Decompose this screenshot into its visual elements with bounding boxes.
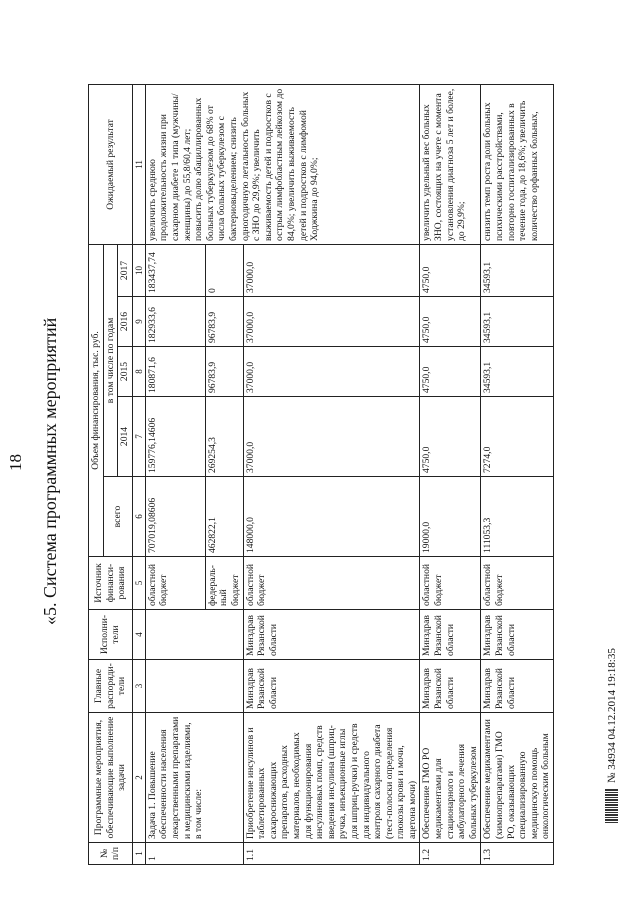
row-2017: 4750,0 [420, 244, 481, 296]
task-num: 1 [145, 843, 243, 865]
row-total: 111053,3 [481, 477, 554, 557]
footer-stamp [605, 648, 618, 823]
col-number: 1 [132, 843, 145, 865]
row-source: областной бюджет [243, 557, 420, 610]
row-2017: 34593,1 [481, 244, 554, 296]
row-name: Обеспечение ГМО РО медикаментами для стационарного и амбулаторного лечения больных туберкулезом [420, 713, 481, 843]
row-total: 148000,0 [243, 477, 420, 557]
task-2014: 159776,14606 [145, 397, 205, 477]
table-row-task-regional [145, 84, 205, 864]
task-source: областной бюджет [145, 557, 205, 610]
table-row-1-3 [481, 84, 554, 864]
header-total: всего [103, 477, 132, 557]
row-name: Приобретение инсулинов и таблетированных сахароснижающих препаратов, расходных материалов, необходимых для функционирования инсулиновых помп, средств введения инсулина (шприц-ручка, инъекционные иглы для шприц-ручки) и средств для индивидуального контроля сахарного диабета (тест-полоски определения глюкозы крови и мочи, ацетона мочи) [243, 713, 420, 843]
header-year-2017: 2017 [118, 244, 133, 296]
row-executor: Минздрав Рязанской области [420, 610, 481, 660]
document-registration-number: № 34934 04.12.2014 19:18:35 [605, 648, 618, 783]
task-2015: 180871,6 [145, 347, 205, 397]
row-executor: Минздрав Рязанской области [243, 610, 420, 660]
row-2015: 37000,0 [243, 347, 420, 397]
table-row-1-2 [420, 84, 481, 864]
task-total: 462822,1 [205, 477, 243, 557]
row-2016: 34593,1 [481, 297, 554, 347]
header-num: № п/п [89, 843, 133, 865]
header-result: Ожидаемый результат [89, 84, 133, 244]
col-number: 4 [132, 610, 145, 660]
header-source: Источник финанси-рования [89, 557, 133, 610]
header-row-1 [89, 84, 104, 864]
row-2015: 4750,0 [420, 347, 481, 397]
row-result: увеличить удельный вес больных ЗНО, состоящих на учете с момента установления диагноза 5 лет и более, до 29,9%; [420, 84, 481, 244]
task-source: федераль-ный бюджет [205, 557, 243, 610]
row-manager: Минздрав Рязанской области [481, 660, 554, 713]
col-number: 11 [132, 84, 145, 244]
header-funding: Объем финансирования, тыс. руб. [89, 244, 104, 556]
page-number: 18 [6, 454, 25, 471]
col-number: 7 [132, 397, 145, 477]
col-number: 2 [132, 713, 145, 843]
header-year-2016: 2016 [118, 297, 133, 347]
col-number: 8 [132, 347, 145, 397]
row-manager: Минздрав Рязанской области [420, 660, 481, 713]
task-result: увеличить среднюю продолжительность жизни при сахарном диабете 1 типа (мужчины/женщины) до 55,8/60,4 лет; повысить долю абациллированных больных туберкулезом до 68% от числа больных туберкулезом с бактериовыделением; снизить одногодичную летальность больных с ЗНО до 29,9%; увеличить выживаемость детей и подростков с острым лимфобластным лейкозом до 84,0%; увеличить выживаемость детей и подростков с лимфомой Ходжкина до 94,0%; [145, 84, 420, 244]
col-number: 10 [132, 244, 145, 296]
row-manager: Минздрав Рязанской области [243, 660, 420, 713]
column-number-row [132, 84, 145, 864]
header-by-years: в том числе по годам [103, 244, 118, 476]
header-year-2015: 2015 [118, 347, 133, 397]
task-executor [145, 610, 243, 660]
row-2016: 4750,0 [420, 297, 481, 347]
row-2014: 4750,0 [420, 397, 481, 477]
row-source: областной бюджет [420, 557, 481, 610]
barcode-icon [605, 789, 618, 823]
section-title: «5. Система программных мероприятий [40, 317, 60, 625]
row-name: Обеспечение медикаментами (химиопрепаратами) ГМО РО, оказывающих специализированную медицинскую помощь онкологическим больным [481, 713, 554, 843]
col-number: 6 [132, 477, 145, 557]
row-num: 1.2 [420, 843, 481, 865]
row-2014: 37000,0 [243, 397, 420, 477]
col-number: 3 [132, 660, 145, 713]
row-2015: 34593,1 [481, 347, 554, 397]
task-name: Задача 1. Повышение обеспеченности населения лекарственными препаратами и медицинскими изделиями, в том числе: [145, 713, 243, 843]
row-num: 1.3 [481, 843, 554, 865]
row-executor: Минздрав Рязанской области [481, 610, 554, 660]
row-source: областной бюджет [481, 557, 554, 610]
header-executors: Исполни-тели [89, 610, 133, 660]
program-measures-table [88, 84, 554, 865]
row-total: 19000,0 [420, 477, 481, 557]
task-manager [145, 660, 243, 713]
task-2017: 183437,74 [145, 244, 205, 296]
row-2016: 37000,0 [243, 297, 420, 347]
header-year-2014: 2014 [118, 397, 133, 477]
col-number: 9 [132, 297, 145, 347]
task-2014: 269254,3 [205, 397, 243, 477]
task-2016: 182933,6 [145, 297, 205, 347]
task-2017: 0 [205, 244, 243, 296]
task-total: 707019,08606 [145, 477, 205, 557]
row-2017: 37000,0 [243, 244, 420, 296]
header-program: Программные мероприятия, обеспечивающие выполнение задачи [89, 713, 133, 843]
task-2015: 96783,9 [205, 347, 243, 397]
col-number: 5 [132, 557, 145, 610]
row-result: снизить темп роста доли больных психическими расстройствами, повторно госпитализированных в течение года, до 18,6%; увеличить количество орфанных больных, [481, 84, 554, 244]
row-2014: 7274,0 [481, 397, 554, 477]
header-managers: Главные распоряди-тели [89, 660, 133, 713]
row-num: 1.1 [243, 843, 420, 865]
task-2016: 96783,9 [205, 297, 243, 347]
